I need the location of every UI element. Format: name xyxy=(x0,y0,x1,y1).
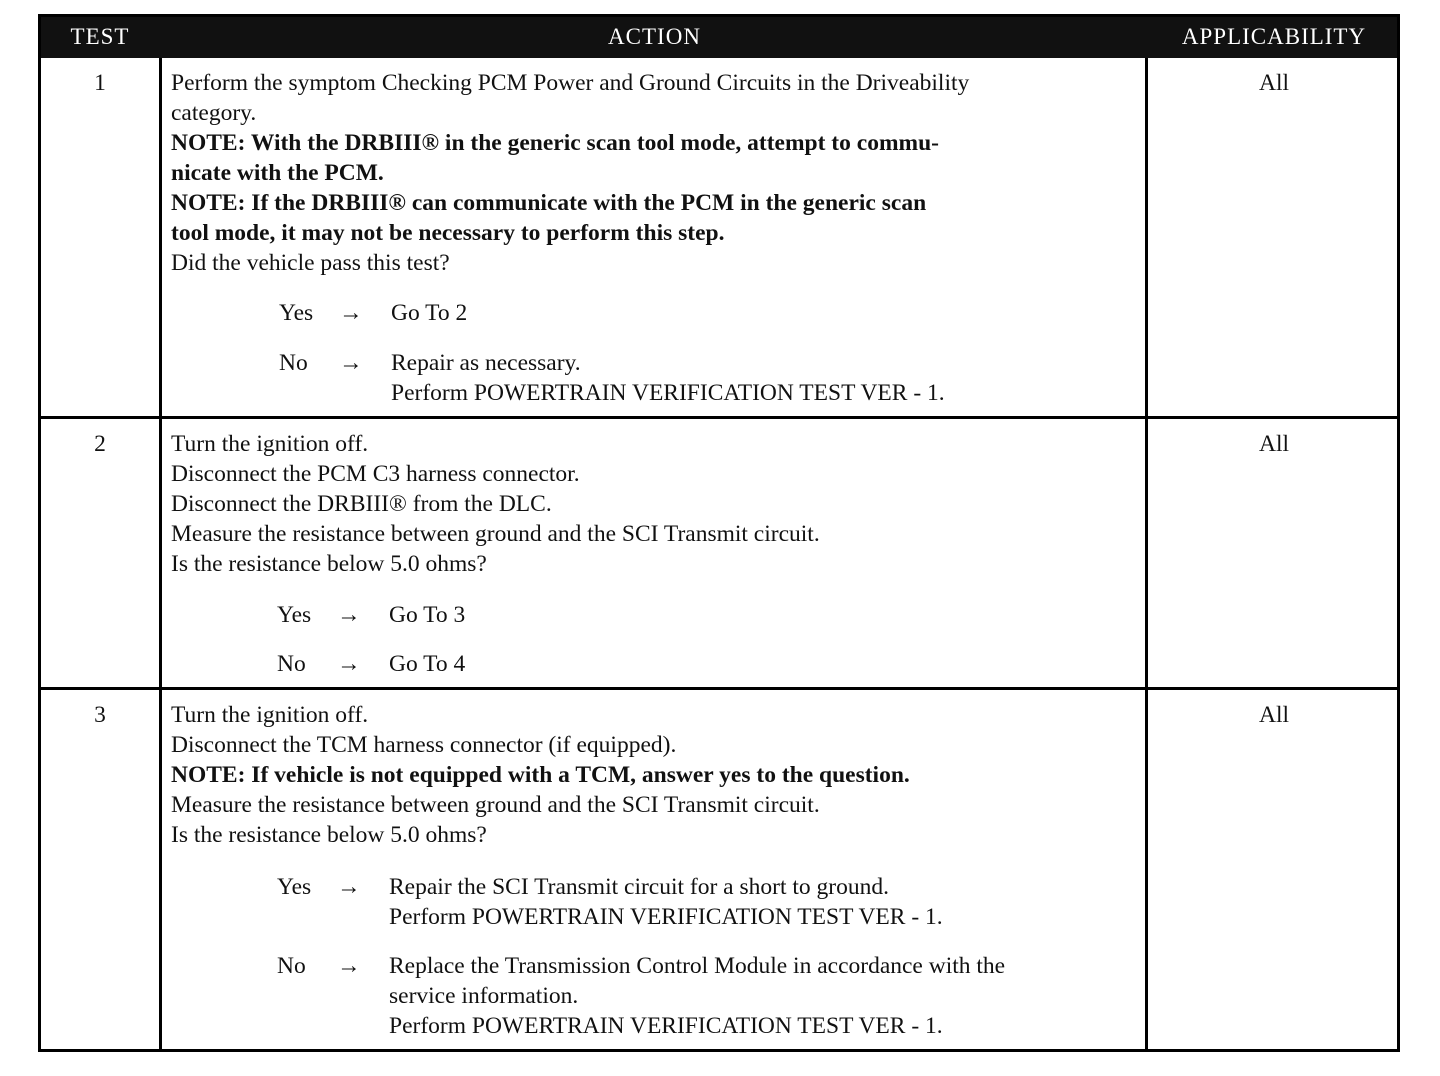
action-line: Measure the resistance between ground and the SCI Transmit circuit. xyxy=(171,521,820,547)
arrow-icon: → xyxy=(337,651,361,677)
applicability-value: All xyxy=(1258,431,1290,457)
question-line: Is the resistance below 5.0 ohms? xyxy=(171,822,487,848)
arrow-icon: → xyxy=(337,602,361,628)
applicability-value: All xyxy=(1258,702,1290,728)
no-option xyxy=(279,348,1259,408)
action-line: Turn the ignition off. xyxy=(171,702,369,728)
header-applicability: APPLICABILITY xyxy=(1181,24,1367,49)
note-line: nicate with the PCM. xyxy=(171,160,384,186)
yes-action: Go To 3 xyxy=(389,602,466,628)
action-line: Disconnect the DRBIII® from the DLC. xyxy=(171,491,552,517)
yes-action: Go To 2 xyxy=(391,300,468,326)
note-line: NOTE: If the DRBIII® can communicate with the PCM in the generic scan xyxy=(171,190,927,216)
note-line: tool mode, it may not be necessary to perform this step. xyxy=(171,220,725,246)
table-row xyxy=(41,58,1397,417)
yes-option xyxy=(279,298,1259,328)
header-test: TEST xyxy=(70,24,130,49)
no-option xyxy=(277,951,1257,1041)
arrow-icon: → xyxy=(339,350,363,376)
question-line: Did the vehicle pass this test? xyxy=(171,250,450,276)
note-line: NOTE: If vehicle is not equipped with a TCM, answer yes to the question. xyxy=(171,762,910,788)
action-line: Measure the resistance between ground and the SCI Transmit circuit. xyxy=(171,792,820,818)
table-row xyxy=(41,690,1397,1049)
no-label: No xyxy=(277,953,306,979)
diagnostic-test-table xyxy=(38,14,1400,1052)
action-cell xyxy=(171,68,1151,278)
no-action: Repair as necessary. Perform POWERTRAIN VERIFICATION TEST VER - 1. xyxy=(391,350,945,406)
yes-label: Yes xyxy=(277,602,312,628)
table-row xyxy=(41,419,1397,687)
action-cell xyxy=(171,429,1151,579)
header-action: ACTION xyxy=(608,24,701,49)
yes-label: Yes xyxy=(277,874,312,900)
arrow-icon: → xyxy=(337,953,361,979)
action-cell xyxy=(171,700,1151,850)
yes-option xyxy=(277,872,1257,932)
action-line: Turn the ignition off. xyxy=(171,431,369,457)
yes-label: Yes xyxy=(279,300,314,326)
no-action: Replace the Transmission Control Module in accordance with the service information. Perform POWERTRAIN VERIFICATION TEST VER - 1. xyxy=(389,953,1006,1039)
table-header xyxy=(41,17,1397,58)
no-label: No xyxy=(277,651,306,677)
yes-action: Repair the SCI Transmit circuit for a short to ground. Perform POWERTRAIN VERIFICATION TEST VER - 1. xyxy=(389,874,943,930)
test-number: 2 xyxy=(94,431,106,457)
arrow-icon: → xyxy=(339,300,363,326)
test-number: 3 xyxy=(94,702,106,728)
no-option xyxy=(277,649,1257,679)
no-action: Go To 4 xyxy=(389,651,466,677)
action-line: category. xyxy=(171,100,257,126)
yes-option xyxy=(277,600,1257,630)
applicability-value: All xyxy=(1258,70,1290,96)
action-line: Disconnect the PCM C3 harness connector. xyxy=(171,461,580,487)
question-line: Is the resistance below 5.0 ohms? xyxy=(171,551,487,577)
note-line: NOTE: With the DRBIII® in the generic scan tool mode, attempt to commu- xyxy=(171,130,939,156)
test-number: 1 xyxy=(94,70,106,96)
action-line: Disconnect the TCM harness connector (if equipped). xyxy=(171,732,677,758)
action-line: Perform the symptom Checking PCM Power and Ground Circuits in the Driveability xyxy=(171,70,970,96)
no-label: No xyxy=(279,350,308,376)
arrow-icon: → xyxy=(337,874,361,900)
